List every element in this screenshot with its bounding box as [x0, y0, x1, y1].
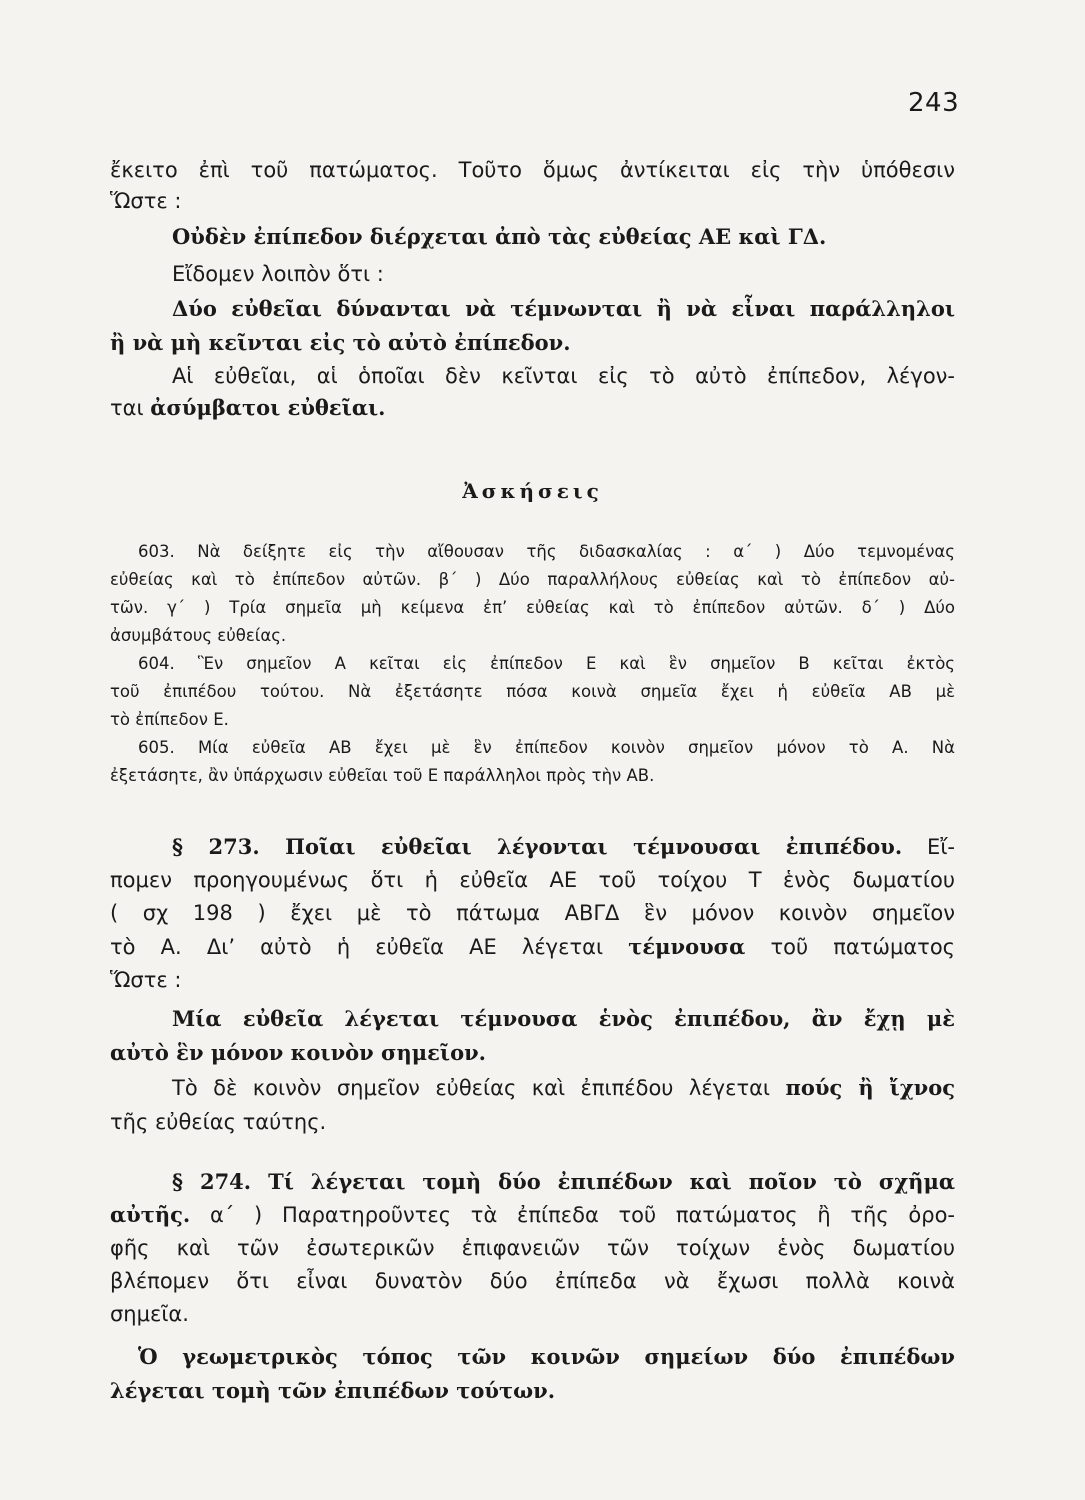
text-line: σημεῖα.: [110, 1302, 189, 1326]
statement-line: Μία εὐθεῖα λέγεται τέμνουσα ἑνὸς ἐπιπέδου, ἂν ἔχῃ μὲ: [172, 1006, 955, 1031]
text-fragment: Τὸ δὲ κοινὸν σημεῖον εὐθείας καὶ ἐπιπέδου λέγεται: [172, 1076, 786, 1100]
bold-term: τέμνουσα: [628, 934, 746, 959]
statement-line: ἢ νὰ μὴ κεῖνται εἰς τὸ αὐτὸ ἐπίπεδον.: [110, 330, 571, 355]
statement-line: αὐτὸ ἓν μόνον κοινὸν σημεῖον.: [110, 1040, 486, 1065]
text-line: [110, 930, 955, 964]
text-line: Ὥστε :: [110, 968, 182, 992]
text-fragment: τὸ Α. Δι’ αὐτὸ ἡ εὐθεῖα ΑΕ λέγεται: [110, 935, 629, 959]
exercise-line: 605. Μία εὐθεῖα ΑΒ ἔχει μὲ ἓν ἐπίπεδον κοινὸν σημεῖον μόνον τὸ Α. Νὰ: [138, 738, 955, 757]
text-line: [110, 392, 955, 424]
text-fragment: Εἴ-: [902, 835, 956, 859]
text-line: [110, 1198, 955, 1232]
exercises-heading: Ἀσκήσεις: [462, 479, 603, 503]
text-line: Εἴδομεν λοιπὸν ὅτι :: [172, 262, 384, 286]
exercise-line: εὐθείας καὶ τὸ ἐπίπεδον αὐτῶν. β΄ ) Δύο παραλλήλους εὐθείας καὶ τὸ ἐπίπεδον αὐ-: [110, 570, 955, 589]
exercise-line: τὸ ἐπίπεδον Ε.: [110, 710, 229, 729]
text-fragment: α΄ ) Παρατηροῦντες τὰ ἐπίπεδα τοῦ πατώματος ἢ τῆς ὀρο-: [190, 1203, 955, 1227]
section-273-title: § 273. Ποῖαι εὐθεῖαι λέγονται τέμνουσαι ἐπιπέδου.: [172, 834, 903, 859]
statement-line: Οὐδὲν ἐπίπεδον διέρχεται ἀπὸ τὰς εὐθείας ΑΕ καὶ ΓΔ.: [172, 224, 827, 249]
statement-intersection: [110, 1340, 955, 1408]
text-line: πομεν προηγουμένως ὅτι ἡ εὐθεῖα ΑΕ τοῦ τοίχου Τ ἑνὸς δωματίου: [110, 868, 955, 892]
exercises-list: [110, 538, 955, 790]
bold-term: αὐτῆς.: [110, 1202, 191, 1227]
statement-line: Δύο εὐθεῖαι δύνανται νὰ τέμνωνται ἢ νὰ εἶναι παράλληλοι: [172, 296, 955, 321]
text-fragment: τοῦ πατώματος: [745, 935, 956, 959]
section-273: [110, 830, 955, 997]
bold-term: ἀσύμβατοι εὐθεῖαι.: [150, 395, 386, 420]
text-line: Αἱ εὐθεῖαι, αἱ ὁποῖαι δὲν κεῖνται εἰς τὸ αὐτὸ ἐπίπεδον, λέγον-: [172, 364, 955, 388]
text-fragment: ται: [110, 396, 151, 420]
text-line: φῆς καὶ τῶν ἐσωτερικῶν ἐπιφανειῶν τῶν τοίχων ἑνὸς δωματίου: [110, 1236, 955, 1260]
intro-2: [110, 258, 955, 290]
text-line: τῆς εὐθείας ταύτης.: [110, 1110, 327, 1134]
section-274-title: § 274. Τί λέγεται τομὴ δύο ἐπιπέδων καὶ ποῖον τὸ σχῆμα: [172, 1169, 955, 1194]
text-line: Ὥστε :: [110, 189, 182, 213]
statement-two-lines: [110, 292, 955, 360]
text-line: βλέπομεν ὅτι εἶναι δυνατὸν δύο ἐπίπεδα νὰ ἔχωσι πολλὰ κοινὰ: [110, 1269, 955, 1293]
exercise-line: τῶν. γ΄ ) Τρία σημεῖα μὴ κείμενα ἐπ’ εὐθείας καὶ τὸ ἐπίπεδον αὐτῶν. δ΄ ) Δύο: [110, 598, 955, 617]
statement-line: λέγεται τομὴ τῶν ἐπιπέδων τούτων.: [110, 1378, 556, 1403]
statement-line: Ὁ γεωμετρικὸς τόπος τῶν κοινῶν σημείων δύο ἐπιπέδων: [138, 1344, 955, 1369]
definition-skew-lines: [110, 360, 955, 424]
exercise-line: ἐξετάσητε, ἂν ὑπάρχωσιν εὐθεῖαι τοῦ Ε παράλληλοι πρὸς τὴν ΑΒ.: [110, 766, 655, 785]
page-number: 243: [908, 88, 960, 118]
bold-term: πούς ἢ ἴχνος: [785, 1075, 956, 1100]
text-line: [110, 1071, 955, 1105]
text-line: ( σχ 198 ) ἔχει μὲ τὸ πάτωμα ΑΒΓΔ ἓν μόνον κοινὸν σημεῖον: [110, 901, 955, 925]
trace-definition: [110, 1071, 955, 1139]
exercise-line: 604. Ἓν σημεῖον Α κεῖται εἰς ἐπίπεδον Ε καὶ ἓν σημεῖον Β κεῖται ἐκτὸς: [138, 654, 955, 673]
statement-secant: [110, 1002, 955, 1070]
statement-no-plane: [110, 220, 955, 254]
section-title-line: [110, 830, 955, 864]
section-274: [110, 1165, 955, 1331]
exercise-line: 603. Νὰ δείξητε εἰς τὴν αἴθουσαν τῆς διδασκαλίας : α΄ ) Δύο τεμνομένας: [138, 542, 955, 561]
exercise-line: ἀσυμβάτους εὐθείας.: [110, 626, 287, 645]
text-line: ἔκειτο ἐπὶ τοῦ πατώματος. Τοῦτο ὅμως ἀντίκειται εἰς τὴν ὑπόθεσιν: [110, 158, 955, 182]
intro-paragraph: [110, 154, 955, 217]
exercise-line: τοῦ ἐπιπέδου τούτου. Νὰ ἐξετάσητε πόσα κοινὰ σημεῖα ἔχει ἡ εὐθεῖα ΑΒ μὲ: [110, 682, 955, 701]
